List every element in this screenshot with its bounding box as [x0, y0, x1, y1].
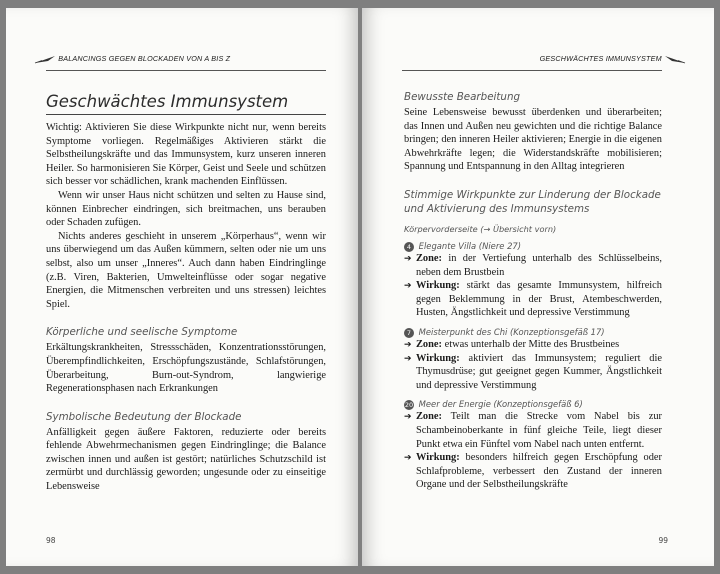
intro-paragraph: Wichtig: Aktivieren Sie diese Wirkpunkte nicht nur, wenn bereits Symptome vorliegen. Regelmäßiges Aktivieren stärkt die Selbstheilungskräfte und das Immunsystem, kurz unseren inneren Heiler. So harmonisieren Sie Körper, Geist und Seele und schützen sich besser vor schädlichen, krank machenden Einflüssen. — [46, 122, 326, 188]
processing-text: Seine Lebensweise bewusst überdenken und überarbeiten; das Innen und Außen neu gewichten und die richtige Balance bringen; den inneren Heiler aktivieren; Energie in die eigenen Abwehrkräfte legen; die Widerstandskräfte mobilisieren; Spannung und Entspannung in den Alltag integrieren — [404, 107, 662, 173]
arrow-icon: ➔ — [404, 452, 412, 463]
symptoms-text: Erkältungskrankheiten, Stressschäden, Konzentrationsstörungen, Überempfindlichkeiten, Erschöpfungszustände, Schlafstörungen, Überarbeitung, Burn-out-Syndrom, langwierige Regenerationsphasen nach Erkrankungen — [46, 342, 326, 395]
arrow-icon: ➔ — [404, 411, 412, 422]
meaning-heading: Symbolische Bedeutung der Blockade — [46, 410, 242, 423]
running-head-left: BALANCINGS GEGEN BLOCKADEN VON A BIS Z — [34, 54, 230, 64]
header-rule — [46, 70, 326, 71]
point-number-badge: 7 — [404, 328, 414, 338]
point-heading: 7 Meisterpunkt des Chi (Konzeptionsgefäß 17) — [404, 326, 662, 338]
point-number-badge: 20 — [404, 401, 414, 410]
point-block — [404, 398, 662, 492]
body-house-paragraph: Nichts anderes geschieht in unserem „Körperhaus“, wenn wir uns überwiegend um das Außen kümmern, selten oder nie um uns selbst, also um unser „Inneres“. Auch dann haben Eindringlinge (z.B. Viren, Bakterien, Umwelteinflüsse oder sogar negative Energien, die Mitmenschen verbreiten und uns stressen) leichtes Spiel. — [46, 230, 326, 310]
page-number-right: 99 — [658, 536, 668, 545]
point-number-badge: 4 — [404, 242, 414, 252]
left-content — [46, 78, 326, 494]
arrow-icon: ➔ — [404, 338, 412, 349]
feather-icon — [34, 55, 56, 64]
zone-item: ➔ Zone: Teilt man die Strecke vom Nabel bis zur Schambeinoberkante in fünf gleiche Teile, liegt dieser Punkt etwa ein Fünftel vom Nabel nach unten entfernt. — [404, 411, 662, 450]
meaning-text: Anfälligkeit gegen äußere Faktoren, reduzierte oder bereits fehlende Abwehrmechanismen gegen Eindringlinge; die Balance zwischen innen und außen ist gestört; natürliches Schutzschild ist zermürbt und durchlässig geworden; ungesunde oder zu einseitige Lebensweise — [46, 426, 326, 493]
arrow-icon: ➔ — [404, 280, 412, 291]
point-block — [404, 240, 662, 320]
arrow-icon: ➔ — [404, 252, 412, 263]
effect-item: ➔ Wirkung: aktiviert das Immunsystem; reguliert die Thymusdrüse; gut geeignet gegen Kummer, Ängstlichkeit und depressive Verstimmung — [404, 352, 662, 391]
effect-item: ➔ Wirkung: stärkt das gesamte Immunsystem, hilfreich gegen Beklemmung in der Brust, Atembeschwerden, Husten, Ängstlichkeit und depressive Verstimmung — [404, 280, 662, 319]
zone-item: ➔ Zone: in der Vertiefung unterhalb des Schlüsselbeins, neben dem Brustbein — [404, 252, 662, 278]
point-heading: 20 Meer der Energie (Konzeptionsgefäß 6) — [404, 399, 583, 410]
header-rule — [402, 70, 662, 71]
symptoms-heading: Körperliche und seelische Symptome — [46, 326, 238, 339]
page-title: Geschwächtes Immunsystem — [46, 92, 326, 115]
point-block — [404, 326, 662, 392]
left-page — [6, 8, 358, 566]
effect-item: ➔ Wirkung: besonders hilfreich gegen Erschöpfung oder Schlafprobleme, verbessert den Zustand der inneren Organe und der Selbstheilungskräfte — [404, 452, 662, 491]
processing-heading: Bewusste Bearbeitung — [404, 91, 521, 103]
feather-icon — [664, 55, 686, 64]
front-side-subheading: Körpervorderseite (→ Übersicht vorn) — [404, 223, 557, 234]
arrow-icon: ➔ — [404, 352, 412, 363]
zone-item: ➔ Zone: etwas unterhalb der Mitte des Brustbeines — [404, 338, 620, 350]
right-page — [362, 8, 714, 566]
point-heading: 4 Elegante Villa (Niere 27) — [404, 240, 662, 252]
page-number-left: 98 — [46, 536, 56, 545]
points-heading: Stimmige Wirkpunkte zur Linderung der Blockade und Aktivierung des Immunsystems — [404, 188, 661, 215]
right-content — [404, 78, 662, 492]
house-paragraph: Wenn wir unser Haus nicht schützen und selten zu Hause sind, können Einbrecher eindringen, sich breitmachen, uns berauben oder Schaden zufügen. — [46, 189, 326, 229]
running-head-right: GESCHWÄCHTES IMMUNSYSTEM — [540, 54, 686, 64]
